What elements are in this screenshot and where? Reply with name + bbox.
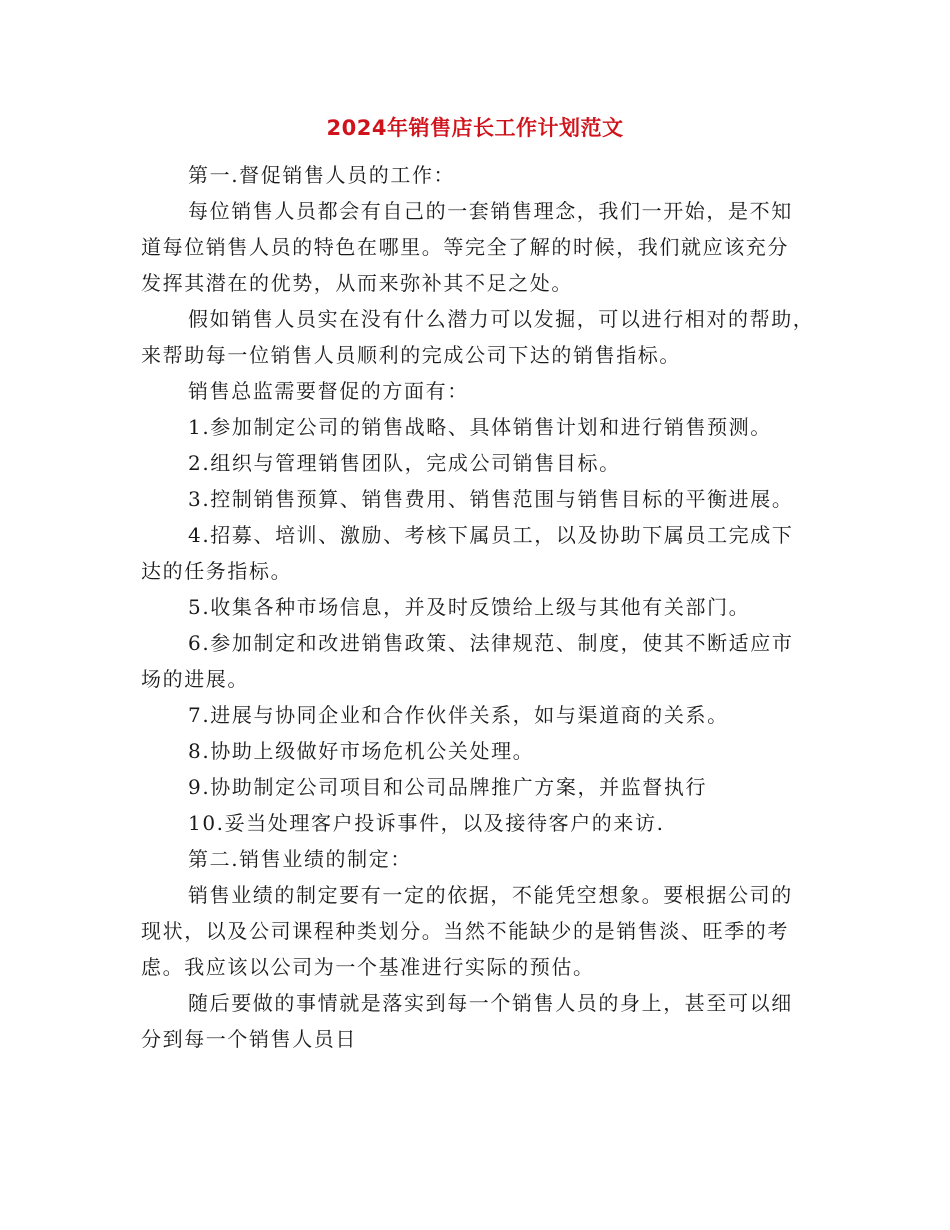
text-line: 3.控制销售预算、销售费用、销售范围与销售目标的平衡进展。 [188, 487, 794, 511]
page-title: 2024年销售店长工作计划范文 [326, 116, 624, 140]
text-line: 假如销售人员实在没有什么潜力可以发掘，可以进行相对的帮助， [188, 307, 815, 331]
text-line: 每位销售人员都会有自己的一套销售理念，我们一开始，是不知 [188, 199, 793, 223]
text-line: 第一.督促销售人员的工作： [188, 163, 456, 187]
text-line: 1.参加制定公司的销售战略、具体销售计划和进行销售预测。 [188, 415, 772, 439]
text-line: 现状，以及公司课程种类划分。当然不能缺少的是销售淡、旺季的考 [141, 919, 789, 943]
text-line: 5.收集各种市场信息，并及时反馈给上级与其他有关部门。 [188, 595, 751, 619]
text-line: 虑。我应该以公司为一个基准进行实际的预估。 [141, 955, 595, 979]
text-line: 发挥其潜在的优势，从而来弥补其不足之处。 [141, 271, 573, 295]
text-line: 销售总监需要督促的方面有： [188, 379, 469, 403]
text-line: 达的任务指标。 [141, 559, 293, 583]
text-line: 场的进展。 [141, 667, 249, 691]
text-line: 9.协助制定公司项目和公司品牌推广方案，并监督执行 [188, 775, 708, 799]
text-line: 8.协助上级做好市场危机公关处理。 [188, 739, 535, 763]
text-line: 第二.销售业绩的制定： [188, 847, 412, 871]
text-line: 6.参加制定和改进销售政策、法律规范、制度，使其不断适应市 [188, 631, 794, 655]
text-line: 销售业绩的制定要有一定的依据，不能凭空想象。要根据公司的 [188, 883, 793, 907]
text-line: 来帮助每一位销售人员顺利的完成公司下达的销售指标。 [141, 343, 681, 367]
text-line: 分到每一个销售人员日 [141, 1027, 357, 1051]
text-line: 4.招募、培训、激励、考核下属员工，以及协助下属员工完成下 [188, 523, 794, 547]
document-body [141, 157, 815, 1057]
text-line: 2.组织与管理销售团队，完成公司销售目标。 [188, 451, 621, 475]
text-line: 7.进展与协同企业和合作伙伴关系，如与渠道商的关系。 [188, 703, 729, 727]
text-line: 10.妥当处理客户投诉事件，以及接待客户的来访. [188, 811, 665, 835]
text-line: 道每位销售人员的特色在哪里。等完全了解的时候，我们就应该充分 [141, 235, 789, 259]
text-line: 随后要做的事情就是落实到每一个销售人员的身上，甚至可以细 [188, 991, 793, 1015]
